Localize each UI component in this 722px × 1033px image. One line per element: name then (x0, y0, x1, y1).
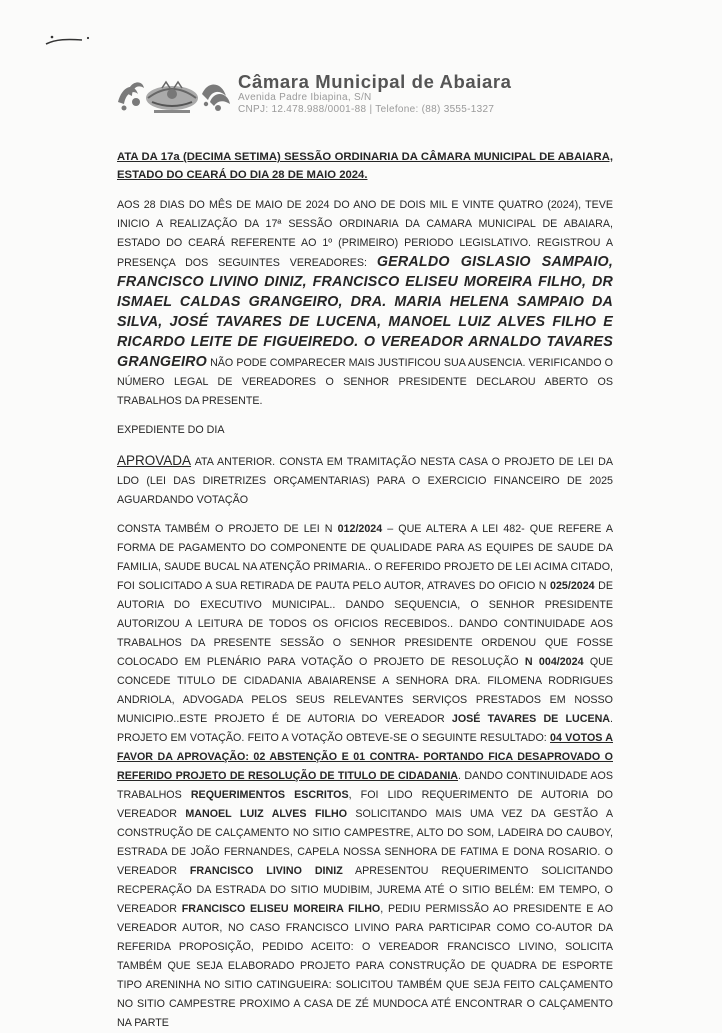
letterhead-title: Câmara Municipal de Abaiara (238, 71, 512, 92)
proceedings-paragraph (117, 520, 613, 1033)
text-segment: CONSTA TAMBÉM O PROJETO DE LEI N (117, 523, 338, 535)
opening-paragraph (117, 196, 613, 411)
approved-label: APROVADA (117, 453, 192, 468)
letterhead-phone: Telefone: (88) 3555-1327 (375, 104, 495, 115)
office-number: 025/2024 (550, 580, 595, 592)
text-segment: QUE CONCEDE TITULO DE CIDADANIA ABAIARENSE A SENHORA DRA. FILOMENA RODRIGUES ANDRIOLA, ADVOGADA PELOS SEUS RELEVANTES SERVIÇOS PRESTADOS EM NOSSO MUNICIPIO..ESTE PROJETO É DE AUTORIA DO VEREADOR (117, 656, 613, 725)
section-heading-expediente: EXPEDIENTE DO DIA (117, 424, 225, 436)
text-segment: – QUE ALTERA A LEI 482- QUE REFERE A FORMA DE PAGAMENTO DO COMPONENTE DE QUALIDADE PARA AS EQUIPES DE SAUDE DA FAMILIA, SAUDE BUCAL NA ATENÇÃO PRIMARIA.. O REFERIDO PROJETO DE LEI ACIMA CITADO, FOI SOLICITADO A SUA RETIRADA DE PAUTA PELO AUTOR, ATRAVES DO OFICIO N (117, 523, 613, 592)
opening-rest: NÃO PODE COMPARECER MAIS JUSTIFICOU SUA AUSENCIA. VERIFICANDO O NÚMERO LEGAL DE VEREADORES O SENHOR PRESIDENTE DECLAROU ABERTO OS TRABALHOS DA PRESENTE. (117, 357, 613, 407)
text-segment: , PEDIU PERMISSÃO AO PRESIDENTE E AO VEREADOR AUTOR, NO CASO FRANCISCO LIVINO PARA PARTICIPAR COMO CO-AUTOR DA REFERIDA PROPOSIÇÃO, PEDIDO ACEITO: O VEREADOR FRANCISCO LIVINO, SOLICITA TAMBÉM QUE SEJA ELABORADO PROJETO PARA CONSTRUÇÃO DE QUADRA DE ESPORTE TIPO ARENINHA NO SITIO CATINGUEIRA: SOLICITOU TAMBÉM QUE SEJA FEITO CALÇAMENTO NO SITIO CAMPESTRE PROXIMO A CASA DE ZÉ MUNDOCA ATÉ ENCONTRAR O CALÇAMENTO NA PARTE (117, 903, 614, 1029)
approval-paragraph (117, 451, 613, 510)
councilor-name: FRANCISCO LIVINO DINIZ (189, 865, 343, 877)
councilor-name: MANOEL LUIZ ALVES FILHO (185, 808, 348, 820)
vote-result: 04 VOTOS A FAVOR DA APROVAÇÃO: 02 ABSTENÇÃO E 01 CONTRA- PORTANDO FICA DESAPROVADO O REFERIDO PROJETO DE RESOLUÇÃO DE TITULO DE CIDADANIA (117, 732, 613, 782)
text-segment: . PROJETO EM VOTAÇÃO. FEITO A VOTAÇÃO OBTEVE-SE O SEGUINTE RESULTADO: (117, 713, 613, 744)
text-segment: APRESENTOU REQUERIMENTO SOLICITANDO RECPERAÇÃO DA ESTRADA DO SITIO MUDIBIM, JUREMA ATÉ O SITIO BELÉM: EM TEMPO, O VEREADOR (117, 865, 613, 915)
letterhead-address: Avenida Padre Ibiapina, S/N (238, 92, 372, 103)
text-segment: , FOI LIDO REQUERIMENTO DE AUTORIA DO VEREADOR (117, 789, 613, 820)
letterhead (112, 72, 612, 116)
opening-text: AOS 28 DIAS DO MÊS DE MAIO DE 2024 DO ANO DE DOIS MIL E VINTE QUATRO (2024), TEVE INICIO A REALIZAÇÃO DA 17ª SESSÃO ORDINARIA DA CAMARA MUNICIPAL DE ABAIARA, ESTADO DO CEARÁ REFERENTE AO 1º (PRIMEIRO) PERIODO LEGISLATIVO. REGISTROU A PRESENÇA DOS SEGUINTES VEREADORES: (117, 199, 613, 269)
resolution-number: N 004/2024 (524, 656, 584, 668)
text-segment: . DANDO CONTINUIDADE AOS TRABALHOS (117, 770, 613, 801)
approval-text: ATA ANTERIOR. CONSTA EM TRAMITAÇÃO NESTA CASA O PROJETO DE LEI DA LDO (LEI DAS DIRETRIZES ORÇAMENTARIAS) PARA O EXERCICIO FINANCEIRO DE 2025 AGUARDANDO VOTAÇÃO (117, 456, 613, 506)
text-segment: DE AUTORIA DO EXECUTIVO MUNICIPAL.. DANDO SEQUENCIA, O SENHOR PRESIDENTE AUTORIZOU A LEITURA DE TODOS OS OFICIOS RECEBIDOS.. DANDO CONTINUIDADE AOS TRABALHOS DA PRESENTE SESSÃO O SENHOR PRESIDENTE ORDENOU QUE FOSSE COLOCADO EM PLENÁRIO PARA VOTAÇÃO O PROJETO DE RESOLUÇÃO (117, 580, 613, 668)
letterhead-contact: CNPJ: 12.478.988/0001-88 | Telefone: (88) 3555-1327 (238, 104, 495, 115)
written-requests-label: REQUERIMENTOS ESCRITOS (190, 789, 349, 801)
document-title: ATA DA 17a (DECIMA SETIMA) SESSÃO ORDINARIA DA CÂMARA MUNICIPAL DE ABAIARA, ESTADO DO CEARÁ DO DIA 28 DE MAIO 2024. (117, 151, 613, 181)
minutes-document (117, 148, 613, 1033)
text-segment: SOLICITANDO MAIS UMA VEZ DA GESTÃO A CONSTRUÇÃO DE CALÇAMENTO NO SITIO CAMPESTRE, ALTO DO SOM, LADEIRA DO CAUBOY, ESTRADA DE JOÃO FERNANDES, CAPELA NOSSA SENHORA DE FATIMA E DONA ROSARIO. O VEREADOR (117, 808, 613, 877)
bill-number: 012/2024 (337, 523, 383, 535)
letterhead-cnpj: CNPJ: 12.478.988/0001-88 (238, 104, 367, 115)
councilor-name: FRANCISCO ELISEU MOREIRA FILHO (181, 903, 381, 915)
present-councilors: GERALDO GISLASIO SAMPAIO, FRANCISCO LIVINO DINIZ, FRANCISCO ELISEU MOREIRA FILHO, DR ISMAEL CALDAS GRANGEIRO, DRA. MARIA HELENA SAMPAIO DA SILVA, JOSÉ TAVARES DE LUCENA, MANOEL LUIZ ALVES FILHO E RICARDO LEITE DE FIGUEIREDO. O VEREADOR ARNALDO TAVARES GRANGEIRO (117, 254, 613, 370)
chamber-logo-icon (114, 72, 232, 116)
author-name: JOSÉ TAVARES DE LUCENA (451, 713, 611, 725)
scan-mark (44, 33, 92, 47)
